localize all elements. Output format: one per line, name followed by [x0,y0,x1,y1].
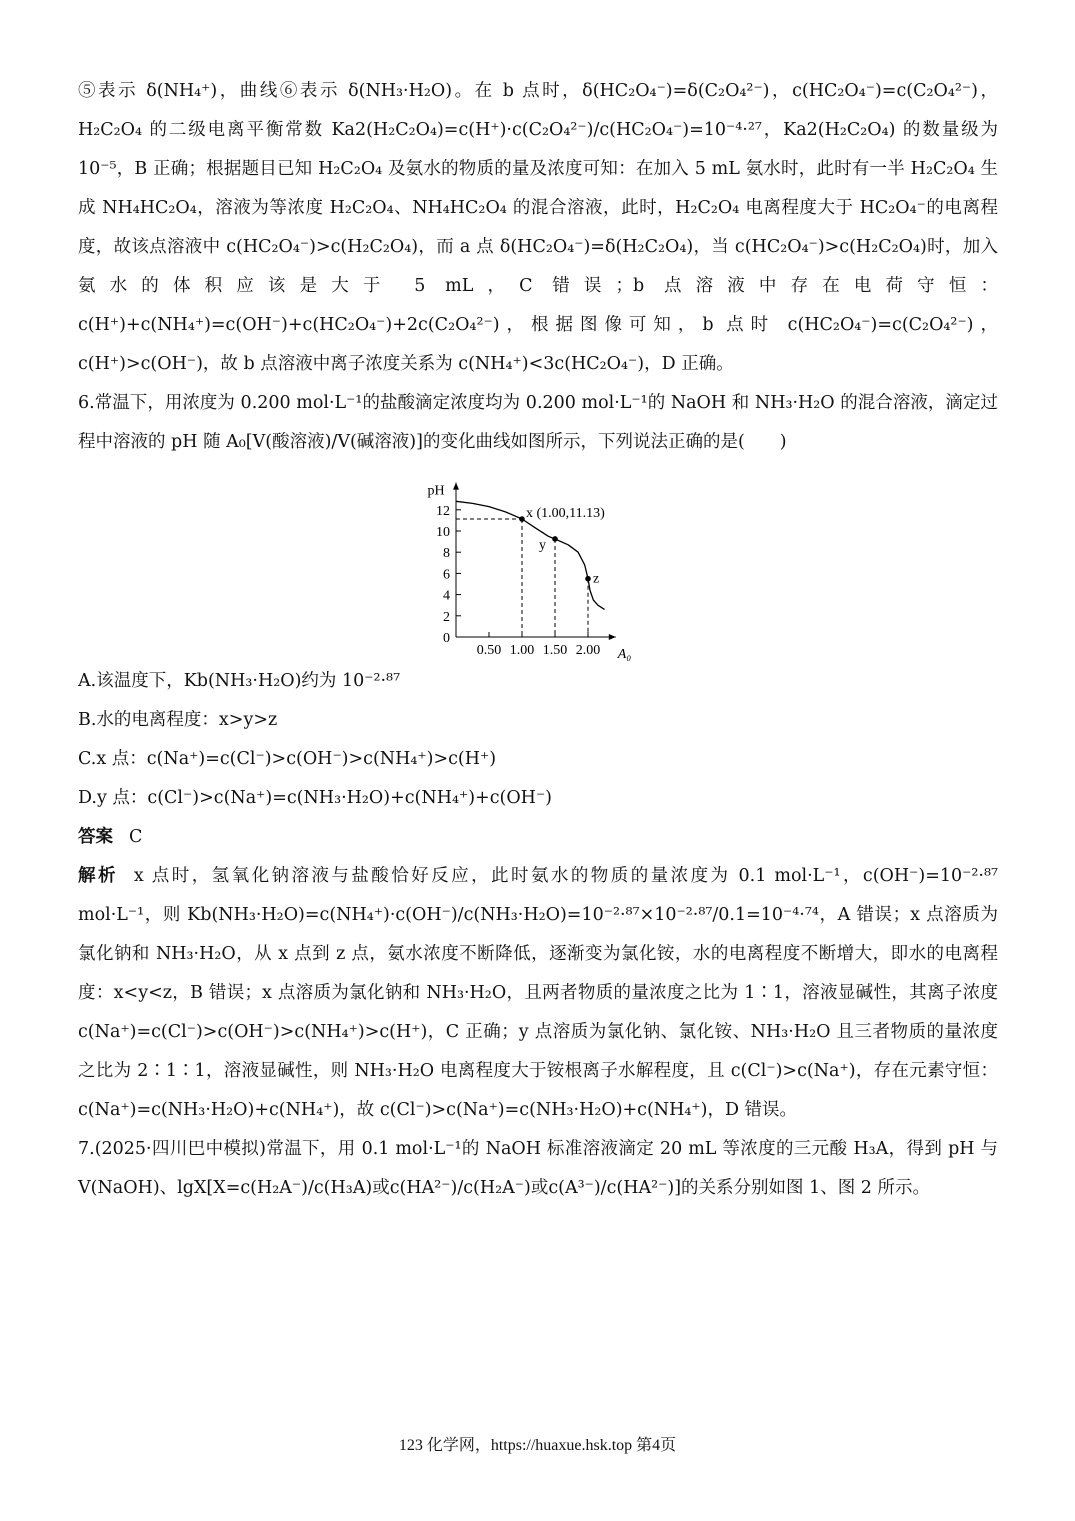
question-7-stem: 7.(2025·四川巴中模拟)常温下，用 0.1 mol·L⁻¹的 NaOH 标准溶液滴定 20 mL 等浓度的三元酸 H₃A，得到 pH 与 V(NaOH)、lgX[X=c(H₂A⁻)/c(H₃A)或c(HA²⁻)/c(H₂A⁻)或c(A³⁻)/c(HA²⁻)]的关系分别如图 1、图 2 所示。 [78,1139,998,1198]
point-y [552,536,558,542]
y-tick-label: 12 [436,503,450,519]
page-body [78,72,998,1208]
point-x [519,516,525,522]
x-tick-label: 0.50 [476,643,502,658]
y-tick-label: 4 [443,588,450,604]
point-label-z: z [593,571,600,587]
x-tick-label: 2.00 [575,643,601,658]
y-axis-label: pH [427,483,445,499]
y-tick-label: 2 [443,609,450,625]
option-c: C.x 点：c(Na⁺)=c(Cl⁻)>c(OH⁻)>c(NH₄⁺)>c(H⁺) [78,749,497,769]
analysis-text: x 点时，氢氧化钠溶液与盐酸恰好反应，此时氨水的物质的量浓度为 0.1 mol·L⁻¹，c(OH⁻)=10⁻²·⁸⁷ mol·L⁻¹，则 Kb(NH₃·H₂O)=c(NH₄⁺)·c(OH⁻)/c(NH₃·H₂O)=10⁻²·⁸⁷×10⁻²·⁸⁷/0.1=10⁻⁴·⁷⁴，A 错误；x 点溶质为氯化钠和 NH₃·H₂O，从 x 点到 z 点，氨水浓度不断降低，逐渐变为氯化铵，水的电离程度不断增大，即水的电离程度：x<y<z，B 错误；x 点溶质为氯化钠和 NH₃·H₂O，且两者物质的量浓度之比为 1∶1，溶液显碱性，其离子浓度 c(Na⁺)=c(Cl⁻)>c(OH⁻)>c(NH₄⁺)>c(H⁺)，C 正确；y 点溶质为氯化钠、氯化铵、NH₃·H₂O 且三者物质的量浓度之比为 2∶1∶1，溶液显碱性，则 NH₃·H₂O 电离程度大于铵根离子水解程度，且 c(Cl⁻)>c(Na⁺)，存在元素守恒：c(Na⁺)=c(NH₃·H₂O)+c(NH₄⁺)，故 c(Cl⁻)>c(Na⁺)=c(NH₃·H₂O)+c(NH₄⁺)，D 错误。 [78,866,998,1120]
page-footer: 123 化学网，https://huaxue.hsk.top 第4页 [398,1437,677,1454]
y-axis-arrow [453,483,459,490]
y-tick-label: 6 [443,567,450,583]
answer-label: 答案 [78,827,113,847]
analysis-paragraph [78,857,998,1130]
option-a: A.该温度下，Kb(NH₃·H₂O)约为 10⁻²·⁸⁷ [78,671,401,691]
x-axis-label: A₀ [617,647,632,662]
x-axis-arrow [609,634,616,640]
titration-chart [0,462,1075,662]
x-tick-label: 1.50 [542,643,568,658]
answer-value: C [129,827,143,847]
intro-paragraph: ⑤表示 δ(NH₄⁺)，曲线⑥表示 δ(NH₃·H₂O)。在 b 点时，δ(HC₂O₄⁻)=δ(C₂O₄²⁻)，c(HC₂O₄⁻)=c(C₂O₄²⁻)，H₂C₂O₄ 的二级电离平衡常数 Ka2(H₂C₂O₄)=c(H⁺)·c(C₂O₄²⁻)/c(HC₂O₄⁻)=10⁻⁴·²⁷，Ka2(H₂C₂O₄) 的数量级为 10⁻⁵，B 正确；根据题目已知 H₂C₂O₄ 及氨水的物质的量及浓度可知：在加入 5 mL 氨水时，此时有一半 H₂C₂O₄ 生成 NH₄HC₂O₄，溶液为等浓度 H₂C₂O₄、NH₄HC₂O₄ 的混合溶液，此时，H₂C₂O₄ 电离程度大于 HC₂O₄⁻的电离程度，故该点溶液中 c(HC₂O₄⁻)>c(H₂C₂O₄)，而 a 点 δ(HC₂O₄⁻)=δ(H₂C₂O₄)，当 c(HC₂O₄⁻)>c(H₂C₂O₄)时，加入氨水的体积应该是大于 5 mL，C 错误；b 点溶液中存在电荷守恒：c(H⁺)+c(NH₄⁺)=c(OH⁻)+c(HC₂O₄⁻)+2c(C₂O₄²⁻)，根据图像可知，b 点时 c(HC₂O₄⁻)=c(C₂O₄²⁻)，c(H⁺)>c(OH⁻)，故 b 点溶液中离子浓度关系为 c(NH₄⁺)<3c(HC₂O₄⁻)，D 正确。 [78,81,998,374]
x-tick-label: 1.00 [509,643,535,658]
titration-chart-svg [0,462,1075,662]
point-label-y: y [539,537,546,553]
option-b: B.水的电离程度：x>y>z [78,710,278,730]
question-6-stem: 6.常温下，用浓度为 0.200 mol·L⁻¹的盐酸滴定浓度均为 0.200 mol·L⁻¹的 NaOH 和 NH₃·H₂O 的混合溶液，滴定过程中溶液的 pH 随 A₀[V(酸溶液)/V(碱溶液)]的变化曲线如图所示，下列说法正确的是( ) [78,393,998,452]
y-tick-label: 8 [443,546,450,562]
analysis-label: 解析 [78,866,118,886]
answer-line [78,818,998,857]
point-z [585,576,591,582]
point-label-x: x (1.00,11.13) [526,506,605,522]
y-tick-label: 10 [436,525,450,540]
y-tick-label: 0 [443,631,450,646]
option-d: D.y 点：c(Cl⁻)>c(Na⁺)=c(NH₃·H₂O)+c(NH₄⁺)+c(OH⁻) [78,788,553,808]
